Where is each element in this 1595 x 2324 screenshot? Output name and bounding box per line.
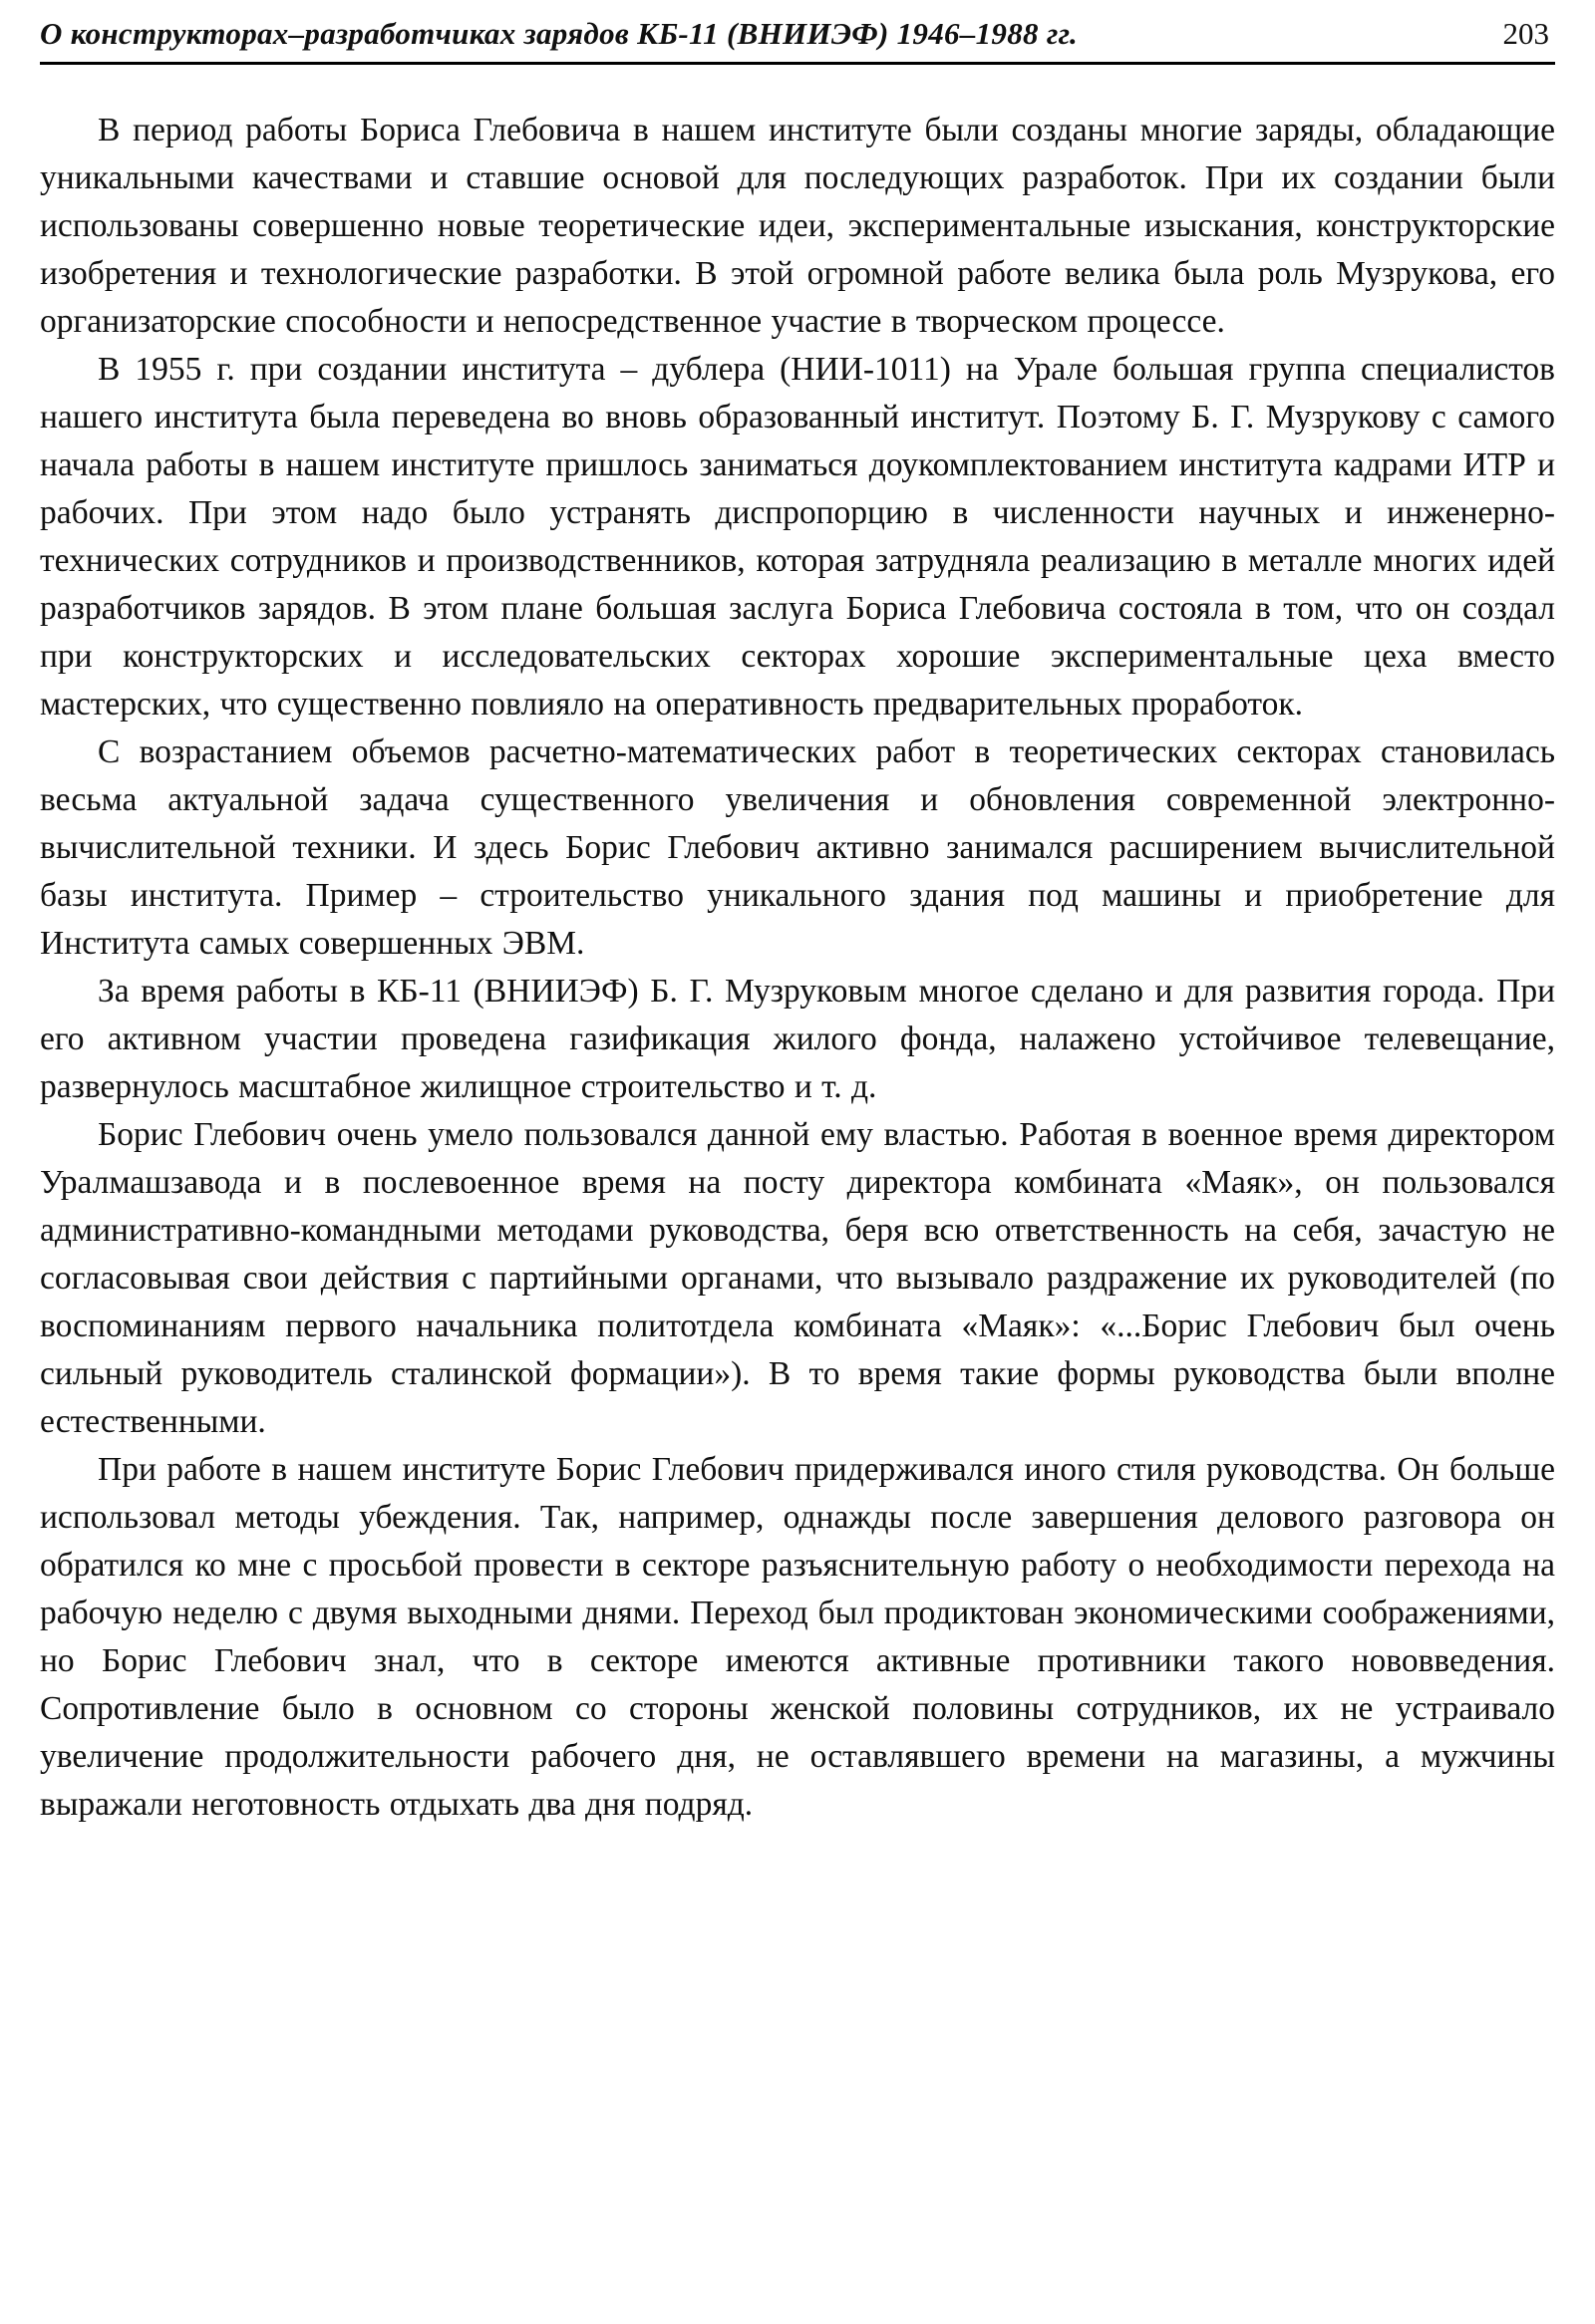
paragraph: В 1955 г. при создании института – дублера (НИИ-1011) на Урале большая группа специалистов нашего института была переведена во вновь образованный институт. Поэтому Б. Г. Музрукову с самого начала работы в нашем институте пришлось заниматься доукомплектованием института кадрами ИТР и рабочих. При этом надо было устранять диспропорцию в численности научных и инженерно-технических сотрудников и производственников, которая затрудняла реализацию в металле многих идей разработчиков зарядов. В этом плане большая заслуга Бориса Глебовича состояла в том, что он создал при конструкторских и исследовательских секторах хорошие экспериментальные цеха вместо мастерских, что существенно повлияло на оперативность предварительных проработок. bbox=[40, 351, 1555, 723]
paragraph: Борис Глебович очень умело пользовался данной ему властью. Работая в военное время директором Уралмашзавода и в послевоенное время на посту директора комбината «Маяк», он пользовался административно-командными методами руководства, беря всю ответственность на себя, зачастую не согласовывая свои действия с партийными органами, что вызывало раздражение их руководителей (по воспоминаниям первого начальника политотдела комбината «Маяк»: «...Борис Глебович был очень сильный руководитель сталинской формации»). В то время такие формы руководства были вполне естественными. bbox=[40, 1116, 1555, 1440]
paragraph: За время работы в КБ-11 (ВНИИЭФ) Б. Г. Музруковым многое сделано и для развития города. При его активном участии проведена газификация жилого фонда, налажено устойчивое телевещание, развернулось масштабное жилищное строительство и т. д. bbox=[40, 973, 1555, 1105]
text-body bbox=[40, 107, 1555, 1829]
running-head-title: О конструкторах–разработчиках зарядов КБ-11 (ВНИИЭФ) 1946–1988 гг. bbox=[40, 16, 1079, 51]
paragraph: В период работы Бориса Глебовича в нашем институте были созданы многие заряды, обладающие уникальными качествами и ставшие основой для последующих разработок. При их создании были использованы совершенно новые теоретические идеи, экспериментальные изыскания, конструкторские изобретения и технологические разработки. В этой огромной работе велика была роль Музрукова, его организаторские способности и непосредственное участие в творческом процессе. bbox=[40, 112, 1555, 340]
page-number: 203 bbox=[1502, 16, 1549, 51]
running-header bbox=[40, 16, 1555, 65]
paragraph: С возрастанием объемов расчетно-математических работ в теоретических секторах становилась весьма актуальной задача существенного увеличения и обновления современной электронно-вычислительной техники. И здесь Борис Глебович активно занимался расширением вычислительной базы института. Пример – строительство уникального здания под машины и приобретение для Института самых совершенных ЭВМ. bbox=[40, 733, 1555, 962]
paragraph: При работе в нашем институте Борис Глебович придерживался иного стиля руководства. Он больше использовал методы убеждения. Так, например, однажды после завершения делового разговора он обратился ко мне с просьбой провести в секторе разъяснительную работу о необходимости перехода на рабочую неделю с двумя выходными днями. Переход был продиктован экономическими соображениями, но Борис Глебович знал, что в секторе имеются активные противники такого нововведения. Сопротивление было в основном со стороны женской половины сотрудников, их не устраивало увеличение продолжительности рабочего дня, не оставлявшего времени на магазины, а мужчины выражали неготовность отдыхать два дня подряд. bbox=[40, 1451, 1555, 1823]
